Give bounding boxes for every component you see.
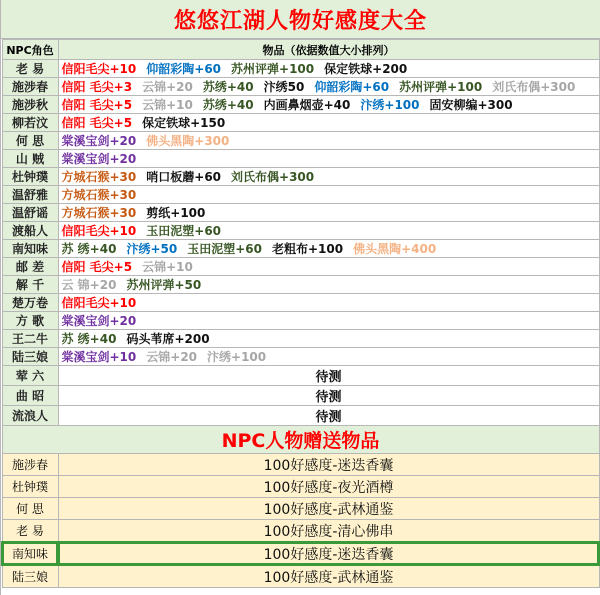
items-cell[interactable] [58,258,599,276]
item-value: 苏绣+40 [202,80,254,94]
header-npc: NPC角色 [2,40,58,60]
item-value: 信阳毛尖+10 [61,296,137,310]
item-value: 老粗布+100 [271,242,344,256]
items-cell[interactable] [58,276,599,294]
gift-npc-cell[interactable]: 杜钟璞 [2,476,58,498]
item-value: 剪纸+100 [146,206,206,220]
page-title: 悠悠江湖人物好感度大全 [1,0,600,39]
gift-row [2,542,599,565]
item-value: 哨口板蘑+60 [146,170,222,184]
npc-cell[interactable]: 方 歌 [2,312,58,330]
table-row [2,366,599,386]
npc-cell[interactable]: 流浪人 [2,406,58,426]
gift-npc-cell[interactable]: 南知味 [2,542,58,565]
items-cell[interactable] [58,60,599,78]
items-cell[interactable] [58,348,599,366]
items-cell[interactable] [58,168,599,186]
npc-cell[interactable]: 渡船人 [2,222,58,240]
npc-cell[interactable]: 施涉春 [2,78,58,96]
items-cell[interactable] [58,114,599,132]
npc-cell[interactable]: 山 贼 [2,150,58,168]
npc-cell[interactable]: 施涉秋 [2,96,58,114]
table-row [2,132,599,150]
table-row [2,168,599,186]
npc-cell[interactable]: 老 易 [2,60,58,78]
item-value: 佛头黑陶+300 [146,134,230,148]
item-value: 信阳 毛尖+5 [61,116,133,130]
table-row [2,276,599,294]
gift-value-cell[interactable]: 100好感度-迷迭香囊 [58,542,599,565]
item-value: 云锦+10 [142,260,193,274]
item-value: 棠溪宝剑+20 [61,134,137,148]
npc-cell[interactable]: 温舒谣 [2,204,58,222]
item-value: 汴绣50 [263,80,305,94]
item-value: 固安柳编+300 [429,98,513,112]
item-value: 苏州评弹+50 [126,278,202,292]
item-value: 苏 绣+40 [61,242,117,256]
item-value: 保定铁球+150 [142,116,226,130]
item-value: 方城石猴+30 [61,206,137,220]
item-value: 苏绣+40 [202,98,254,112]
gift-row [2,476,599,498]
item-value: 苏州评弹+100 [399,80,483,94]
gift-value-cell[interactable]: 100好感度-清心佛串 [58,520,599,543]
gift-value-cell[interactable]: 100好感度-武林通鉴 [58,565,599,588]
pending-cell[interactable]: 待测 [58,406,599,426]
item-value: 汴绣+50 [126,242,178,256]
item-value: 云锦+20 [142,80,193,94]
item-value: 仰韶彩陶+60 [146,62,222,76]
gift-row [2,498,599,520]
item-value: 信阳 毛尖+5 [61,98,133,112]
table-row [2,240,599,258]
table-row [2,78,599,96]
npc-cell[interactable]: 楚万卷 [2,294,58,312]
npc-cell[interactable]: 温舒雅 [2,186,58,204]
table-row [2,330,599,348]
item-value: 汴绣+100 [207,350,267,364]
item-value: 云锦+10 [142,98,193,112]
table-row [2,312,599,330]
gift-npc-cell[interactable]: 陆三娘 [2,565,58,588]
item-value: 信阳 毛尖+3 [61,80,133,94]
gift-npc-cell[interactable]: 何 思 [2,498,58,520]
item-value: 苏 绣+40 [61,332,117,346]
table-row [2,348,599,366]
gift-npc-cell[interactable]: 施涉春 [2,454,58,476]
items-cell[interactable] [58,186,599,204]
table-row [2,294,599,312]
items-cell[interactable] [58,204,599,222]
gift-row [2,454,599,476]
npc-cell[interactable]: 何 思 [2,132,58,150]
table-row [2,406,599,426]
items-cell[interactable] [58,240,599,258]
npc-cell[interactable]: 荤 六 [2,366,58,386]
item-value: 保定铁球+200 [324,62,408,76]
item-value: 信阳 毛尖+5 [61,260,133,274]
items-cell[interactable] [58,294,599,312]
item-value: 棠溪宝剑+10 [61,350,137,364]
npc-cell[interactable]: 柳若汶 [2,114,58,132]
npc-cell[interactable]: 陆三娘 [2,348,58,366]
npc-cell[interactable]: 南知味 [2,240,58,258]
table-row [2,386,599,406]
pending-cell[interactable]: 待测 [58,366,599,386]
item-value: 刘氏布偶+300 [231,170,315,184]
npc-cell[interactable]: 杜钟璞 [2,168,58,186]
gift-value-cell[interactable]: 100好感度-夜光酒樽 [58,476,599,498]
item-value: 刘氏布偶+300 [492,80,576,94]
gift-value-cell[interactable]: 100好感度-武林通鉴 [58,498,599,520]
gift-value-cell[interactable]: 100好感度-迷迭香囊 [58,454,599,476]
gift-row [2,520,599,543]
item-value: 信阳毛尖+10 [61,224,137,238]
item-value: 信阳毛尖+10 [61,62,137,76]
npc-cell[interactable]: 曲 昭 [2,386,58,406]
items-cell[interactable] [58,312,599,330]
npc-cell[interactable]: 解 千 [2,276,58,294]
gift-npc-cell[interactable]: 老 易 [2,520,58,543]
item-value: 棠溪宝剑+20 [61,314,137,328]
item-value: 仰韶彩陶+60 [314,80,390,94]
items-cell[interactable] [58,150,599,168]
npc-cell[interactable]: 王二牛 [2,330,58,348]
header-items: 物品（依据数值大小排列） [58,40,599,60]
gift-row [2,565,599,588]
item-value: 码头苇席+200 [126,332,210,346]
items-cell[interactable] [58,330,599,348]
table-row [2,60,599,78]
header-row [2,40,599,60]
table-row [2,258,599,276]
item-value: 汴绣+100 [360,98,420,112]
table-row [2,96,599,114]
item-value: 云锦+20 [146,350,198,364]
affinity-table [1,39,600,588]
item-value: 方城石猴+30 [61,170,137,184]
npc-cell[interactable]: 邮 差 [2,258,58,276]
item-value: 苏州评弹+100 [231,62,315,76]
items-cell[interactable] [58,132,599,150]
item-value: 方城石猴+30 [61,188,137,202]
section-row [2,426,599,454]
table-row [2,204,599,222]
table-row [2,186,599,204]
item-value: 内画鼻烟壶+40 [263,98,351,112]
table-row [2,222,599,240]
item-value: 佛头黑陶+400 [353,242,437,256]
item-value: 玉田泥塑+60 [146,224,222,238]
items-cell[interactable] [58,78,599,96]
items-cell[interactable] [58,222,599,240]
pending-cell[interactable]: 待测 [58,386,599,406]
table-row [2,150,599,168]
item-value: 玉田泥塑+60 [187,242,262,256]
item-value: 棠溪宝剑+20 [61,152,137,166]
section-title: NPC人物赠送物品 [2,426,599,454]
items-cell[interactable] [58,96,599,114]
item-value: 云 锦+20 [61,278,117,292]
table-row [2,114,599,132]
